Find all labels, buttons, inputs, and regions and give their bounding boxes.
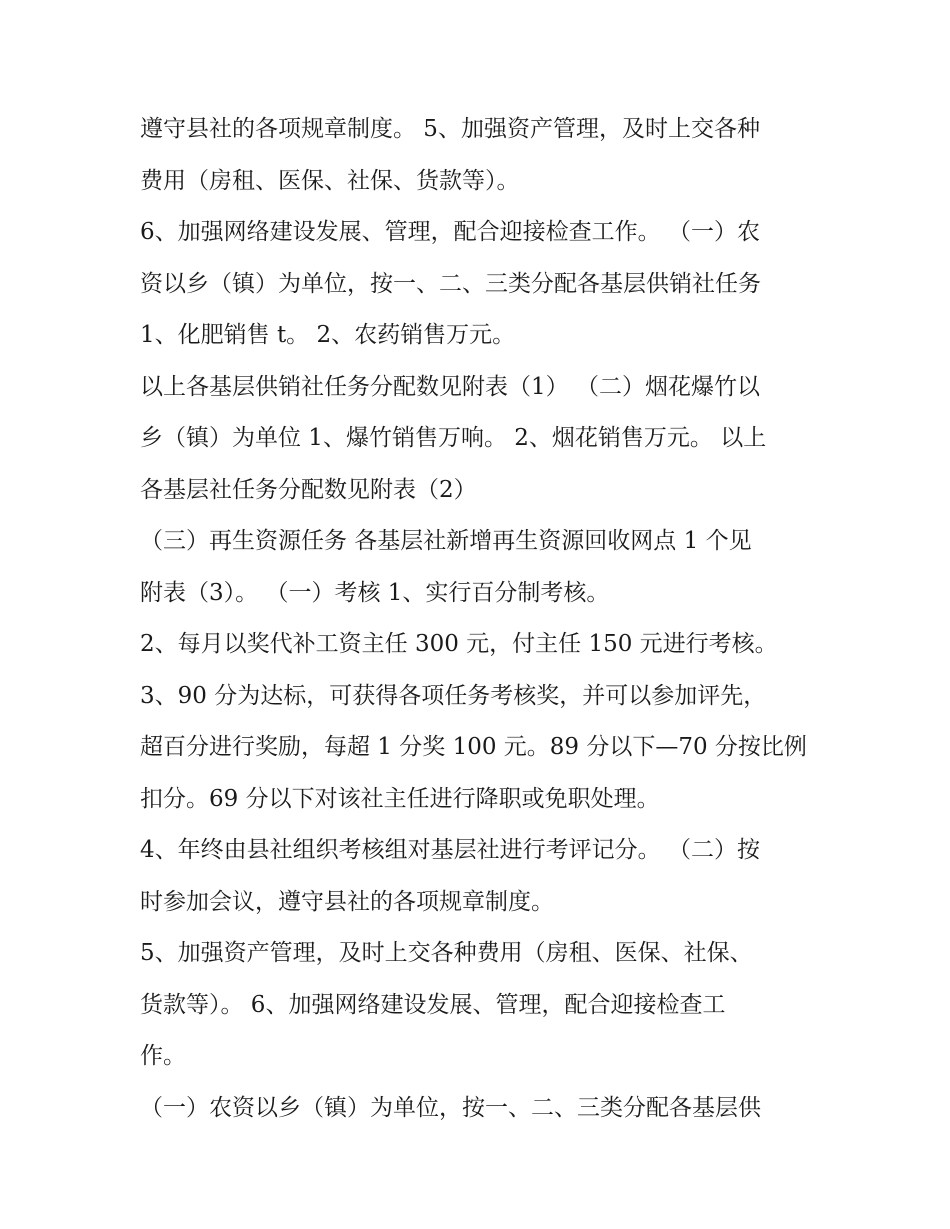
text-line-11: 2、每月以奖代补工资主任 300 元，付主任 150 元进行考核。 (140, 631, 778, 657)
text-line-4: 资以乡（镇）为单位，按一、二、三类分配各基层供销社任务 (140, 270, 761, 297)
text-line-16: 时参加会议，遵守县社的各项规章制度。 (140, 888, 554, 915)
text-line-5: 1、化肥销售 t。 2、农药销售万元。 (140, 322, 516, 348)
text-line-10: 附表（3）。 （一）考核 1、实行百分制考核。 (140, 579, 610, 606)
text-line-15: 4、年终由县社组织考核组对基层社进行考评记分。 （二）按 (140, 837, 760, 863)
text-line-6: 以上各基层供销社任务分配数见附表（1） （二）烟花爆竹以 (140, 373, 760, 400)
text-line-14: 扣分。69 分以下对该社主任进行降职或免职处理。 (140, 785, 660, 812)
body-text (140, 104, 830, 1134)
text-line-13: 超百分进行奖励，每超 1 分奖 100 元。89 分以下—70 分按比例 (140, 734, 807, 760)
text-line-2: 费用（房租、医保、社保、货款等）。 (140, 167, 520, 194)
text-line-17: 5、加强资产管理，及时上交各种费用（房租、医保、社保、 (140, 940, 753, 966)
text-line-9: （三）再生资源任务 各基层社新增再生资源回收网点 1 个见 (140, 528, 752, 554)
text-line-19: 作。 (140, 1043, 186, 1069)
text-line-20: （一）农资以乡（镇）为单位，按一、二、三类分配各基层供 (140, 1094, 761, 1121)
text-line-7: 乡（镇）为单位 1、爆竹销售万响。 2、烟花销售万元。 以上 (140, 425, 767, 451)
text-line-18: 货款等）。 6、加强网络建设发展、管理，配合迎接检查工 (140, 991, 726, 1018)
text-line-1: 遵守县社的各项规章制度。 5、加强资产管理，及时上交各种 (140, 116, 760, 142)
text-line-3: 6、加强网络建设发展、管理，配合迎接检查工作。 （一）农 (140, 219, 760, 245)
text-line-8: 各基层社任务分配数见附表（2） (140, 476, 477, 503)
text-line-12: 3、90 分为达标，可获得各项任务考核奖，并可以参加评先， (140, 682, 767, 709)
